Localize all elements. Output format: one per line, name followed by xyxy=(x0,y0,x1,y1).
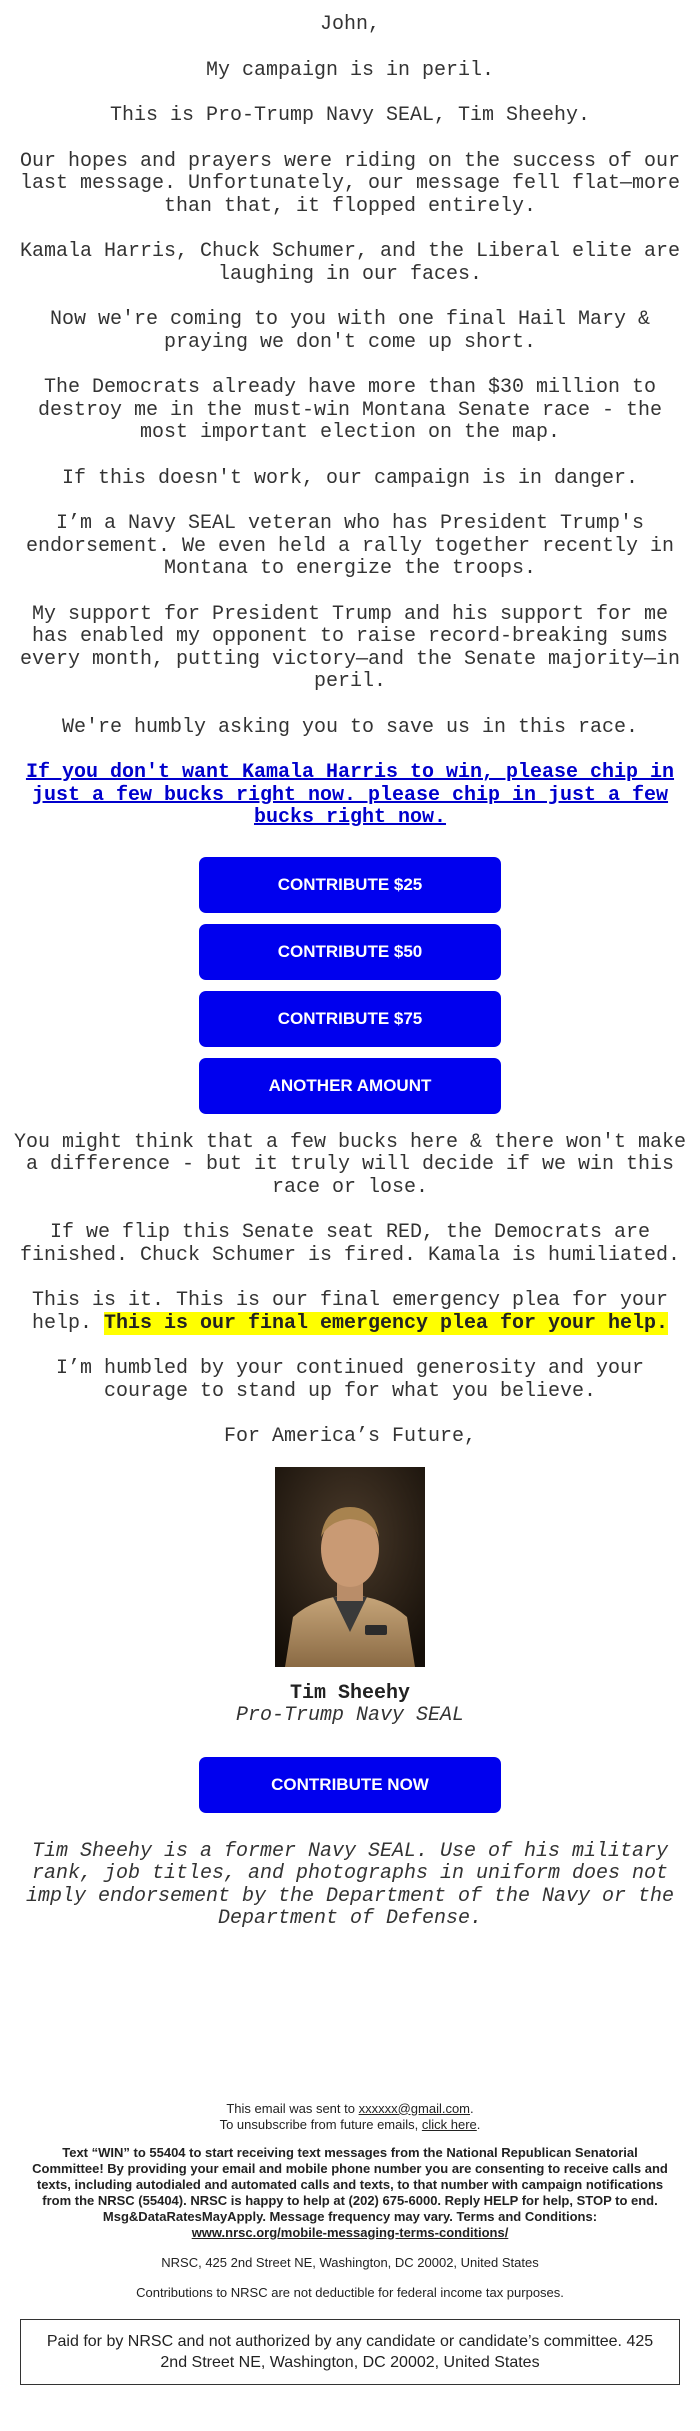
contribute-25-button[interactable]: CONTRIBUTE $25 xyxy=(199,857,501,913)
paid-for-box: Paid for by NRSC and not authorized by any candidate or candidate’s committee. 425 2nd Street NE, Washington, DC 20002, United States xyxy=(20,2319,680,2385)
body-paragraph: I’m humbled by your continued generosity and your courage to stand up for what you believe. xyxy=(55,1357,645,1403)
body-paragraph: Our hopes and prayers were riding on the success of our last message. Unfortunately, our message fell flat—more than that, it flopped entirely. xyxy=(19,149,681,218)
contribute-50-button[interactable]: CONTRIBUTE $50 xyxy=(199,924,501,980)
sms-consent: Text “WIN” to 55404 to start receiving text messages from the National Republican Senatorial Committee! By providing your email and mobile phone number you are consenting to receive calls and texts, including autodialed and automated calls and texts, to that number with campaign notifications from the NRSC (55404). NRSC is happy to help at (202) 675-6000. Reply HELP for help, STOP to end. Msg&DataRatesMayApply. Message frequency may vary. Terms and Conditions: www.nrsc.org/mobile-messaging-terms-conditions/ xyxy=(32,2144,668,2240)
signature-name: Tim Sheehy xyxy=(289,1681,411,1705)
body-paragraph: My support for President Trump and his support for me has enabled my opponent to raise record-breaking sums every month, putting victory—and the Senate majority—in peril. xyxy=(19,602,681,693)
plea-highlight: This is our final emergency plea for your help. xyxy=(103,1311,669,1335)
body-paragraph: Now we're coming to you with one final Hail Mary & praying we don't come up short. xyxy=(49,308,651,354)
plea-text: This is it. This is our final emergency plea for your help. xyxy=(31,1289,669,1335)
unsubscribe-line: To unsubscribe from future emails, click here. xyxy=(219,2116,481,2132)
body-paragraph: We're humbly asking you to save us in this race. xyxy=(61,715,639,739)
plea-paragraph xyxy=(10,1290,690,1335)
contribute-now-button[interactable]: CONTRIBUTE NOW xyxy=(199,1757,501,1813)
body-paragraph: You might think that a few bucks here & there won't make a difference - but it truly will decide if we win this race or lose. xyxy=(13,1130,687,1199)
candidate-photo xyxy=(275,1467,425,1667)
body-paragraph: If this doesn't work, our campaign is in danger. xyxy=(61,466,639,490)
body-paragraph: If we flip this Senate seat RED, the Democrats are finished. Chuck Schumer is fired. Kamala is humiliated. xyxy=(19,1221,681,1267)
signoff: For America’s Future, xyxy=(223,1425,477,1448)
body-paragraph: This is Pro-Trump Navy SEAL, Tim Sheehy. xyxy=(109,104,591,127)
body-paragraph: My campaign is in peril. xyxy=(205,58,495,82)
body-paragraph: Kamala Harris, Chuck Schumer, and the Liberal elite are laughing in our faces. xyxy=(19,240,681,286)
body-paragraph: I’m a Navy SEAL veteran who has President Trump's endorsement. We even held a rally together recently in Montana to energize the troops. xyxy=(25,512,675,580)
recipient-email-link[interactable]: xxxxxx@gmail.com xyxy=(358,2100,471,2116)
donation-buttons xyxy=(10,857,690,1114)
donate-link[interactable]: If you don't want Kamala Harris to win, please chip in just a few bucks right now. please chip in just a few bucks right now. xyxy=(25,761,675,829)
military-disclaimer: Tim Sheehy is a former Navy SEAL. Use of his military rank, job titles, and photographs in uniform does not imply endorsement by the Department of the Navy or the Department of Defense. xyxy=(25,1839,675,1930)
signature-title: Pro-Trump Navy SEAL xyxy=(235,1704,465,1727)
sent-to-line: This email was sent to xxxxxx@gmail.com. xyxy=(226,2100,474,2116)
contribute-75-button[interactable]: CONTRIBUTE $75 xyxy=(199,991,501,1047)
greeting: John, xyxy=(319,13,380,36)
unsubscribe-link[interactable]: click here xyxy=(421,2116,477,2132)
tax-note: Contributions to NRSC are not deductible for federal income tax purposes. xyxy=(136,2284,564,2300)
another-amount-button[interactable]: ANOTHER AMOUNT xyxy=(199,1058,501,1114)
terms-link[interactable]: www.nrsc.org/mobile-messaging-terms-conditions/ xyxy=(191,2224,509,2240)
footer-address: NRSC, 425 2nd Street NE, Washington, DC 20002, United States xyxy=(161,2254,539,2270)
body-paragraph: The Democrats already have more than $30 million to destroy me in the must-win Montana Senate race - the most important election on the map. xyxy=(37,376,663,444)
